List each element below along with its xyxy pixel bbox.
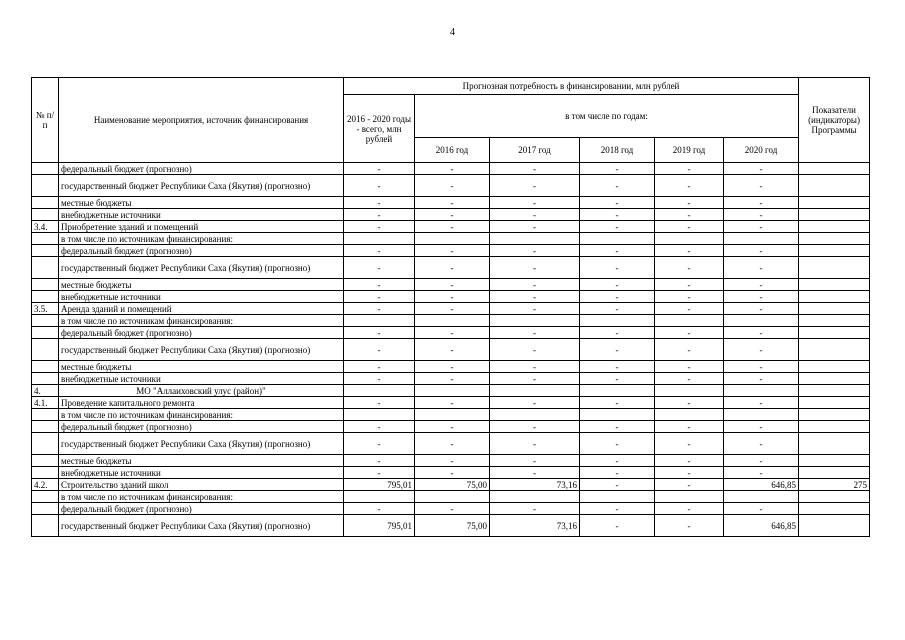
cell-year-2019: - (655, 245, 724, 257)
table-row (32, 455, 870, 467)
row-number (32, 197, 59, 209)
table-row (32, 479, 870, 491)
row-number: 4. (32, 385, 59, 397)
cell-indicator (799, 175, 870, 197)
cell-year-2018: - (580, 397, 655, 409)
cell-year-2016: - (415, 209, 490, 221)
cell-year-2017: - (490, 175, 580, 197)
cell-year-2017: - (490, 245, 580, 257)
cell-year-2018 (580, 233, 655, 245)
cell-indicator (799, 245, 870, 257)
cell-year-2018: - (580, 221, 655, 233)
row-number (32, 315, 59, 327)
cell-year-2017: - (490, 455, 580, 467)
cell-year-2019: - (655, 503, 724, 515)
cell-year-2016: - (415, 291, 490, 303)
table-row (32, 421, 870, 433)
cell-year-2016 (415, 385, 490, 397)
table-row (32, 327, 870, 339)
cell-year-2017: - (490, 291, 580, 303)
cell-indicator (799, 197, 870, 209)
cell-year-2019: - (655, 373, 724, 385)
cell-year-2018: - (580, 257, 655, 279)
cell-year-2017: - (490, 421, 580, 433)
row-name: внебюджетные источники (59, 209, 344, 221)
cell-year-2018: - (580, 291, 655, 303)
cell-total: - (344, 257, 415, 279)
cell-year-2018: - (580, 479, 655, 491)
row-number: 3.4. (32, 221, 59, 233)
cell-year-2018: - (580, 175, 655, 197)
cell-year-2019: - (655, 361, 724, 373)
row-number (32, 373, 59, 385)
cell-total (344, 409, 415, 421)
cell-year-2018: - (580, 245, 655, 257)
table-header (32, 78, 870, 163)
cell-year-2020: - (724, 163, 799, 175)
row-name: государственный бюджет Республики Саха (Якутия) (прогнозно) (59, 339, 344, 361)
cell-year-2020: 646,85 (724, 479, 799, 491)
table-row (32, 515, 870, 537)
cell-year-2017 (490, 491, 580, 503)
row-number: 3.5. (32, 303, 59, 315)
cell-year-2019 (655, 409, 724, 421)
cell-year-2016: - (415, 455, 490, 467)
row-number: 4.1. (32, 397, 59, 409)
row-number (32, 339, 59, 361)
cell-year-2020: - (724, 467, 799, 479)
cell-year-2019 (655, 315, 724, 327)
row-name: внебюджетные источники (59, 467, 344, 479)
cell-total (344, 491, 415, 503)
row-number (32, 503, 59, 515)
cell-indicator (799, 315, 870, 327)
cell-year-2018 (580, 315, 655, 327)
table-row (32, 467, 870, 479)
row-name: государственный бюджет Республики Саха (Якутия) (прогнозно) (59, 257, 344, 279)
header-year-2016: 2016 год (415, 138, 490, 163)
cell-total: - (344, 373, 415, 385)
cell-indicator (799, 327, 870, 339)
table-row (32, 373, 870, 385)
cell-year-2016: - (415, 197, 490, 209)
cell-year-2017: - (490, 303, 580, 315)
cell-total: 795,01 (344, 515, 415, 537)
table-row (32, 397, 870, 409)
cell-year-2016: - (415, 245, 490, 257)
cell-year-2017: - (490, 433, 580, 455)
cell-year-2019: - (655, 327, 724, 339)
cell-year-2019: - (655, 209, 724, 221)
row-number (32, 327, 59, 339)
cell-year-2016: 75,00 (415, 479, 490, 491)
row-name: федеральный бюджет (прогнозно) (59, 421, 344, 433)
cell-year-2016: - (415, 433, 490, 455)
row-name: в том числе по источникам финансирования: (59, 409, 344, 421)
cell-year-2020: - (724, 279, 799, 291)
cell-year-2018: - (580, 421, 655, 433)
cell-year-2018: - (580, 303, 655, 315)
row-name: государственный бюджет Республики Саха (Якутия) (прогнозно) (59, 175, 344, 197)
row-name: внебюджетные источники (59, 373, 344, 385)
row-name: местные бюджеты (59, 279, 344, 291)
table-row (32, 233, 870, 245)
cell-year-2018: - (580, 339, 655, 361)
cell-total: - (344, 291, 415, 303)
cell-year-2019 (655, 385, 724, 397)
cell-total: - (344, 467, 415, 479)
cell-total (344, 233, 415, 245)
cell-year-2016: - (415, 257, 490, 279)
cell-year-2017: - (490, 209, 580, 221)
cell-indicator: 275 (799, 479, 870, 491)
cell-year-2019: - (655, 197, 724, 209)
row-name: государственный бюджет Республики Саха (Якутия) (прогнозно) (59, 515, 344, 537)
cell-indicator (799, 209, 870, 221)
cell-year-2020: - (724, 327, 799, 339)
row-number (32, 233, 59, 245)
cell-total: - (344, 197, 415, 209)
cell-indicator (799, 515, 870, 537)
row-number (32, 209, 59, 221)
cell-year-2016: - (415, 303, 490, 315)
cell-year-2017: - (490, 467, 580, 479)
cell-year-2018 (580, 409, 655, 421)
cell-year-2016: - (415, 221, 490, 233)
row-number (32, 491, 59, 503)
table-row (32, 491, 870, 503)
cell-indicator (799, 303, 870, 315)
cell-indicator (799, 233, 870, 245)
cell-indicator (799, 361, 870, 373)
cell-indicator (799, 373, 870, 385)
header-group-title: Прогнозная потребность в финансировании, млн рублей (344, 78, 799, 95)
cell-year-2019: - (655, 257, 724, 279)
row-number (32, 433, 59, 455)
cell-year-2019: - (655, 421, 724, 433)
cell-year-2018: - (580, 515, 655, 537)
cell-year-2019: - (655, 175, 724, 197)
row-name: федеральный бюджет (прогнозно) (59, 163, 344, 175)
cell-indicator (799, 409, 870, 421)
row-name: Аренда зданий и помещений (59, 303, 344, 315)
cell-year-2018: - (580, 373, 655, 385)
cell-total: - (344, 397, 415, 409)
cell-year-2018: - (580, 327, 655, 339)
table-row (32, 361, 870, 373)
cell-year-2019: - (655, 433, 724, 455)
header-total: 2016 - 2020 годы - всего, млн рублей (344, 95, 415, 163)
cell-year-2020 (724, 233, 799, 245)
cell-total: - (344, 175, 415, 197)
row-name: федеральный бюджет (прогнозно) (59, 245, 344, 257)
cell-year-2017: - (490, 163, 580, 175)
cell-year-2016: - (415, 163, 490, 175)
row-number (32, 175, 59, 197)
cell-total: - (344, 245, 415, 257)
cell-year-2018: - (580, 209, 655, 221)
cell-total (344, 385, 415, 397)
cell-year-2018: - (580, 467, 655, 479)
row-number (32, 245, 59, 257)
cell-year-2019 (655, 233, 724, 245)
header-no: № п/п (32, 78, 59, 163)
header-name: Наименование мероприятия, источник финансирования (59, 78, 344, 163)
table-row (32, 245, 870, 257)
cell-year-2019: - (655, 291, 724, 303)
cell-year-2017: 73,16 (490, 479, 580, 491)
cell-year-2020 (724, 315, 799, 327)
cell-year-2019: - (655, 221, 724, 233)
cell-year-2016: - (415, 397, 490, 409)
cell-year-2019 (655, 491, 724, 503)
cell-year-2016: - (415, 361, 490, 373)
table-row (32, 209, 870, 221)
cell-indicator (799, 221, 870, 233)
cell-year-2016 (415, 315, 490, 327)
cell-year-2020: - (724, 221, 799, 233)
cell-indicator (799, 467, 870, 479)
cell-year-2016 (415, 233, 490, 245)
row-name: местные бюджеты (59, 455, 344, 467)
cell-year-2020 (724, 491, 799, 503)
cell-year-2018 (580, 491, 655, 503)
cell-year-2020: - (724, 303, 799, 315)
cell-year-2018: - (580, 197, 655, 209)
cell-year-2016: - (415, 373, 490, 385)
cell-year-2020: - (724, 209, 799, 221)
cell-year-2020: 646,85 (724, 515, 799, 537)
cell-year-2018: - (580, 433, 655, 455)
cell-year-2017: - (490, 197, 580, 209)
cell-year-2018: - (580, 163, 655, 175)
cell-year-2020: - (724, 245, 799, 257)
cell-total: - (344, 327, 415, 339)
table-row (32, 163, 870, 175)
cell-year-2019: - (655, 163, 724, 175)
cell-total (344, 315, 415, 327)
table-row (32, 339, 870, 361)
cell-total: - (344, 421, 415, 433)
row-name: в том числе по источникам финансирования: (59, 233, 344, 245)
cell-year-2019: - (655, 467, 724, 479)
header-year-2020: 2020 год (724, 138, 799, 163)
cell-year-2016: - (415, 467, 490, 479)
row-name: местные бюджеты (59, 361, 344, 373)
cell-year-2016: - (415, 327, 490, 339)
header-years-group: в том числе по годам: (415, 95, 799, 138)
table-row (32, 503, 870, 515)
cell-indicator (799, 279, 870, 291)
header-year-2019: 2019 год (655, 138, 724, 163)
header-indicators: Показатели (индикаторы) Программы (799, 78, 870, 163)
row-number: 4.2. (32, 479, 59, 491)
row-number (32, 361, 59, 373)
cell-year-2020: - (724, 397, 799, 409)
cell-year-2020: - (724, 373, 799, 385)
section-title: МО "Аллаиховский улус (район)" (59, 385, 344, 397)
table-row (32, 409, 870, 421)
cell-total: - (344, 503, 415, 515)
cell-year-2020 (724, 385, 799, 397)
cell-total: - (344, 221, 415, 233)
cell-indicator (799, 257, 870, 279)
row-name: внебюджетные источники (59, 291, 344, 303)
cell-indicator (799, 397, 870, 409)
cell-year-2018: - (580, 279, 655, 291)
row-name: федеральный бюджет (прогнозно) (59, 327, 344, 339)
cell-year-2016 (415, 409, 490, 421)
row-number (32, 163, 59, 175)
cell-year-2017: - (490, 339, 580, 361)
cell-year-2020: - (724, 291, 799, 303)
cell-total: 795,01 (344, 479, 415, 491)
cell-total: - (344, 279, 415, 291)
table-row (32, 385, 870, 397)
cell-year-2017: - (490, 221, 580, 233)
cell-indicator (799, 339, 870, 361)
row-number (32, 291, 59, 303)
cell-total: - (344, 209, 415, 221)
cell-total: - (344, 433, 415, 455)
row-number (32, 421, 59, 433)
cell-year-2017: - (490, 361, 580, 373)
cell-year-2017 (490, 315, 580, 327)
cell-year-2020: - (724, 339, 799, 361)
row-name: в том числе по источникам финансирования: (59, 315, 344, 327)
table-row (32, 257, 870, 279)
cell-year-2020: - (724, 197, 799, 209)
row-name: Приобретение зданий и помещений (59, 221, 344, 233)
cell-indicator (799, 491, 870, 503)
row-name: местные бюджеты (59, 197, 344, 209)
table-body (32, 163, 870, 537)
cell-year-2020 (724, 409, 799, 421)
cell-total: - (344, 339, 415, 361)
cell-year-2018: - (580, 455, 655, 467)
cell-total: - (344, 163, 415, 175)
cell-year-2016: - (415, 503, 490, 515)
row-number (32, 409, 59, 421)
row-name: Проведение капитального ремонта (59, 397, 344, 409)
cell-indicator (799, 291, 870, 303)
cell-year-2020: - (724, 433, 799, 455)
header-year-2018: 2018 год (580, 138, 655, 163)
row-number (32, 279, 59, 291)
cell-year-2019: - (655, 279, 724, 291)
cell-year-2018: - (580, 503, 655, 515)
header-year-2017: 2017 год (490, 138, 580, 163)
cell-year-2017: - (490, 503, 580, 515)
cell-year-2020: - (724, 257, 799, 279)
cell-year-2017: - (490, 257, 580, 279)
cell-indicator (799, 433, 870, 455)
cell-year-2017 (490, 409, 580, 421)
cell-indicator (799, 455, 870, 467)
cell-year-2018: - (580, 361, 655, 373)
row-name: государственный бюджет Республики Саха (Якутия) (прогнозно) (59, 433, 344, 455)
cell-year-2016: - (415, 339, 490, 361)
row-name: Строительство зданий школ (59, 479, 344, 491)
cell-year-2016: - (415, 421, 490, 433)
table-row (32, 291, 870, 303)
cell-year-2017 (490, 385, 580, 397)
cell-year-2019: - (655, 339, 724, 361)
cell-year-2017: - (490, 327, 580, 339)
cell-indicator (799, 421, 870, 433)
cell-year-2019: - (655, 479, 724, 491)
cell-year-2020: - (724, 455, 799, 467)
financing-table (31, 77, 870, 537)
table-row (32, 175, 870, 197)
table-row (32, 221, 870, 233)
row-name: в том числе по источникам финансирования: (59, 491, 344, 503)
cell-year-2020: - (724, 361, 799, 373)
page-number: 4 (450, 27, 455, 38)
cell-year-2018 (580, 385, 655, 397)
row-name: федеральный бюджет (прогнозно) (59, 503, 344, 515)
cell-year-2019: - (655, 515, 724, 537)
cell-year-2020: - (724, 175, 799, 197)
cell-year-2017: - (490, 279, 580, 291)
cell-year-2016: - (415, 175, 490, 197)
row-number (32, 467, 59, 479)
cell-year-2016: - (415, 279, 490, 291)
cell-year-2017: 73,16 (490, 515, 580, 537)
row-number (32, 257, 59, 279)
cell-indicator (799, 503, 870, 515)
cell-year-2020: - (724, 503, 799, 515)
table-row (32, 433, 870, 455)
cell-indicator (799, 385, 870, 397)
cell-year-2017 (490, 233, 580, 245)
table-row (32, 279, 870, 291)
cell-total: - (344, 361, 415, 373)
cell-year-2019: - (655, 303, 724, 315)
cell-year-2016 (415, 491, 490, 503)
row-number (32, 455, 59, 467)
cell-year-2017: - (490, 397, 580, 409)
table-row (32, 303, 870, 315)
cell-year-2020: - (724, 421, 799, 433)
cell-total: - (344, 303, 415, 315)
cell-indicator (799, 163, 870, 175)
cell-year-2016: 75,00 (415, 515, 490, 537)
cell-year-2017: - (490, 373, 580, 385)
table-row (32, 197, 870, 209)
cell-total: - (344, 455, 415, 467)
row-number (32, 515, 59, 537)
table-row (32, 315, 870, 327)
cell-year-2019: - (655, 397, 724, 409)
cell-year-2019: - (655, 455, 724, 467)
